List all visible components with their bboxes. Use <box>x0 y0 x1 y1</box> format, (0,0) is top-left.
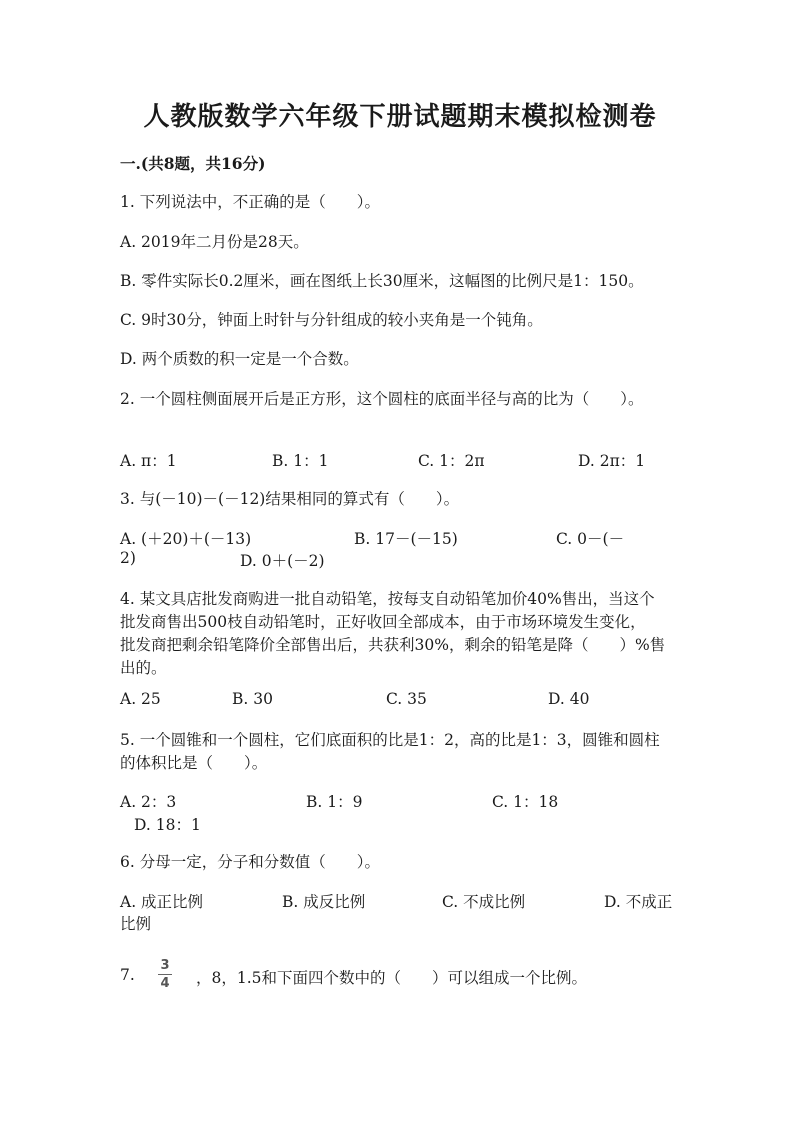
question-6-option-a: A. 成正比例 <box>120 893 204 911</box>
question-5-option-b: B. 1：9 <box>306 793 363 811</box>
question-2-stem: 2. 一个圆柱侧面展开后是正方形，这个圆柱的底面半径与高的比为（ ）。 <box>120 390 644 408</box>
question-6-option-d-cont: 比例 <box>120 915 152 933</box>
question-3-stem: 3. 与(－10)－(－12)结果相同的算式有（ ）。 <box>120 490 460 508</box>
question-4-line-1: 4. 某文具店批发商购进一批自动铅笔，按每支自动铅笔加价40%售出，当这个 <box>120 590 655 608</box>
question-4-option-b: B. 30 <box>232 690 273 708</box>
question-6-option-d: D. 不成正 <box>604 893 673 911</box>
question-6-option-b: B. 成反比例 <box>282 893 366 911</box>
fraction-denominator: 4 <box>160 976 170 991</box>
fraction-numerator: 3 <box>160 958 170 973</box>
question-4-line-4: 出的。 <box>120 659 167 677</box>
question-1-option-b: B. 零件实际长0.2厘米，画在图纸上长30厘米，这幅图的比例尺是1：150。 <box>120 272 644 290</box>
question-4-option-c: C. 35 <box>386 690 427 708</box>
question-7-text: ，8，1.5和下面四个数中的（ ）可以组成一个比例。 <box>196 969 588 987</box>
question-1-option-c: C. 9时30分，钟面上时针与分针组成的较小夹角是一个钝角。 <box>120 311 543 329</box>
question-5-option-c: C. 1：18 <box>492 793 559 811</box>
question-3-option-c: C. 0－(－ <box>556 530 625 548</box>
question-6-stem: 6. 分母一定，分子和分数值（ ）。 <box>120 853 380 871</box>
question-2-option-c: C. 1：2π <box>418 452 485 470</box>
question-3-option-d: D. 0＋(－2) <box>240 552 325 570</box>
section-heading: 一.(共8题，共16分) <box>120 154 266 173</box>
question-7-fraction <box>158 958 172 991</box>
question-4-option-d: D. 40 <box>548 690 590 708</box>
question-1-option-d: D. 两个质数的积一定是一个合数。 <box>120 350 359 368</box>
fraction-bar <box>158 974 172 975</box>
question-4-line-2: 批发商售出500枝自动铅笔时，正好收回全部成本，由于市场环境发生变化， <box>120 613 646 631</box>
question-3-option-a: A. (＋20)＋(－13) <box>120 530 252 548</box>
question-6-option-c: C. 不成比例 <box>442 893 526 911</box>
question-5-option-d: D. 18：1 <box>134 816 201 834</box>
question-5-line-1: 5. 一个圆锥和一个圆柱，它们底面积的比是1：2，高的比是1：3，圆锥和圆柱 <box>120 731 660 749</box>
question-7-number: 7. <box>120 966 135 984</box>
question-1-stem: 1. 下列说法中，不正确的是（ ）。 <box>120 193 380 211</box>
question-2-option-a: A. π：1 <box>120 452 177 470</box>
question-4-option-a: A. 25 <box>120 690 161 708</box>
page-title: 人教版数学六年级下册试题期末模拟检测卷 <box>143 102 657 132</box>
question-1-option-a: A. 2019年二月份是28天。 <box>120 233 309 251</box>
question-3-option-c-cont: 2) <box>120 549 136 567</box>
question-2-option-d: D. 2π：1 <box>578 452 646 470</box>
question-4-line-3: 批发商把剩余铅笔降价全部售出后，共获利30%，剩余的铅笔是降（ ）%售 <box>120 636 666 654</box>
question-3-option-b: B. 17－(－15) <box>354 530 458 548</box>
question-5-line-2: 的体积比是（ ）。 <box>120 754 268 772</box>
question-5-option-a: A. 2：3 <box>120 793 177 811</box>
question-2-option-b: B. 1：1 <box>272 452 329 470</box>
